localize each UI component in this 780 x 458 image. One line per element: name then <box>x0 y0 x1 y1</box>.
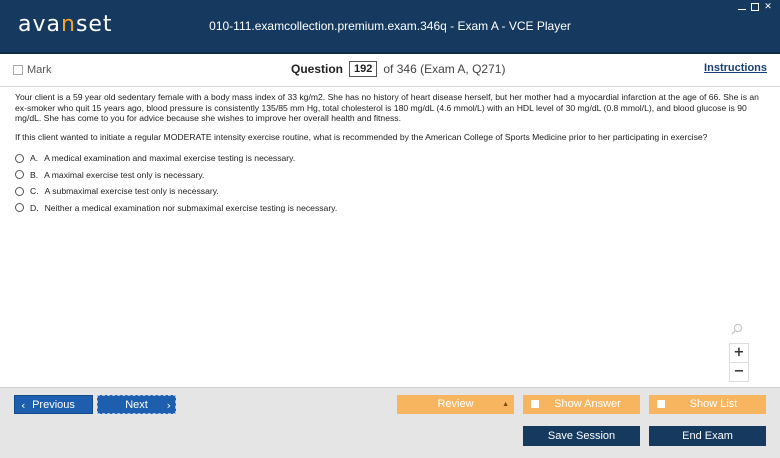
checkbox-icon[interactable] <box>657 400 665 408</box>
close-icon[interactable]: ✕ <box>764 2 772 12</box>
option-a[interactable] <box>15 150 767 167</box>
option-letter: A. <box>30 153 39 163</box>
option-c[interactable] <box>15 183 767 200</box>
question-scenario: Your client is a 59 year old sedentary female with a body mass index of 33 kg/m2. She has no history of heart disease herself, but her mother had a myocardial infarction at the age of 66. She is an ex-smoker who quit 15 years ago, blood pressure is consistently 135/85 mm Hg, total cholesterol is 180 mg/dL (4.6 mmol/L) with an HDL level of 30 mg/dL (0.8 mmol/L), and blood glucose is 90 mg/dL. She has come to you for advice because she wishes to improve her overall health and fitness. <box>15 92 759 123</box>
logo-part: set <box>75 12 113 37</box>
option-b[interactable] <box>15 167 767 184</box>
radio-icon[interactable] <box>15 203 24 212</box>
window-title: 010-111.examcollection.premium.exam.346q - Exam A - VCE Player <box>209 19 571 33</box>
question-prompt: If this client wanted to initiate a regular MODERATE intensity exercise routine, what is recommended by the American College of Sports Medicine prior to her participating in exercise? <box>15 131 708 142</box>
checkbox-icon[interactable] <box>531 400 539 408</box>
review-button[interactable] <box>397 395 514 414</box>
instructions-link[interactable]: Instructions <box>704 62 767 74</box>
save-session-button[interactable]: Save Session <box>523 426 640 446</box>
title-bar <box>0 0 780 54</box>
review-label: Review <box>437 398 474 410</box>
chevron-right-icon: › <box>166 399 171 412</box>
option-text: A medical examination and maximal exercise testing is necessary. <box>44 153 296 163</box>
zoom-out-button[interactable]: − <box>729 362 749 382</box>
mark-label: Mark <box>27 64 52 76</box>
previous-button[interactable] <box>14 395 93 414</box>
next-label: Next <box>125 399 148 411</box>
option-text: A submaximal exercise test only is necessary. <box>44 186 219 196</box>
caret-up-icon: ▲ <box>502 401 509 408</box>
question-total: of 346 (Exam A, Q271) <box>383 62 506 76</box>
question-counter <box>291 61 505 77</box>
end-exam-button[interactable]: End Exam <box>649 426 766 446</box>
show-answer-label: Show Answer <box>554 398 621 410</box>
checkbox-icon[interactable] <box>13 65 23 75</box>
previous-label: Previous <box>32 399 75 411</box>
radio-icon[interactable] <box>15 170 24 179</box>
show-list-button[interactable] <box>649 395 766 414</box>
option-text: A maximal exercise test only is necessary. <box>44 169 205 180</box>
question-label: Question <box>291 62 344 76</box>
option-letter: B. <box>30 169 39 180</box>
option-letter: D. <box>30 202 39 213</box>
window-controls <box>738 3 772 11</box>
zoom-in-button[interactable]: + <box>729 343 749 363</box>
minimize-icon[interactable] <box>738 3 746 10</box>
maximize-icon[interactable] <box>751 3 759 11</box>
answer-options <box>15 150 767 216</box>
option-text: Neither a medical examination nor submaximal exercise testing is necessary. <box>44 202 338 213</box>
radio-icon[interactable] <box>15 187 24 196</box>
radio-icon[interactable] <box>15 154 24 163</box>
option-d[interactable] <box>15 200 767 217</box>
show-list-label: Show List <box>689 398 738 410</box>
mark-checkbox[interactable] <box>13 64 51 76</box>
next-button[interactable] <box>97 395 176 414</box>
magnifier-icon <box>731 323 743 335</box>
question-header <box>0 54 780 87</box>
logo-part: ava <box>18 12 61 37</box>
question-content <box>15 92 767 216</box>
chevron-left-icon: ‹ <box>21 399 26 412</box>
option-letter: C. <box>30 186 39 196</box>
logo-accent: n <box>60 12 76 37</box>
question-number-input[interactable]: 192 <box>349 61 377 77</box>
show-answer-button[interactable] <box>523 395 640 414</box>
bottom-toolbar <box>0 387 780 458</box>
